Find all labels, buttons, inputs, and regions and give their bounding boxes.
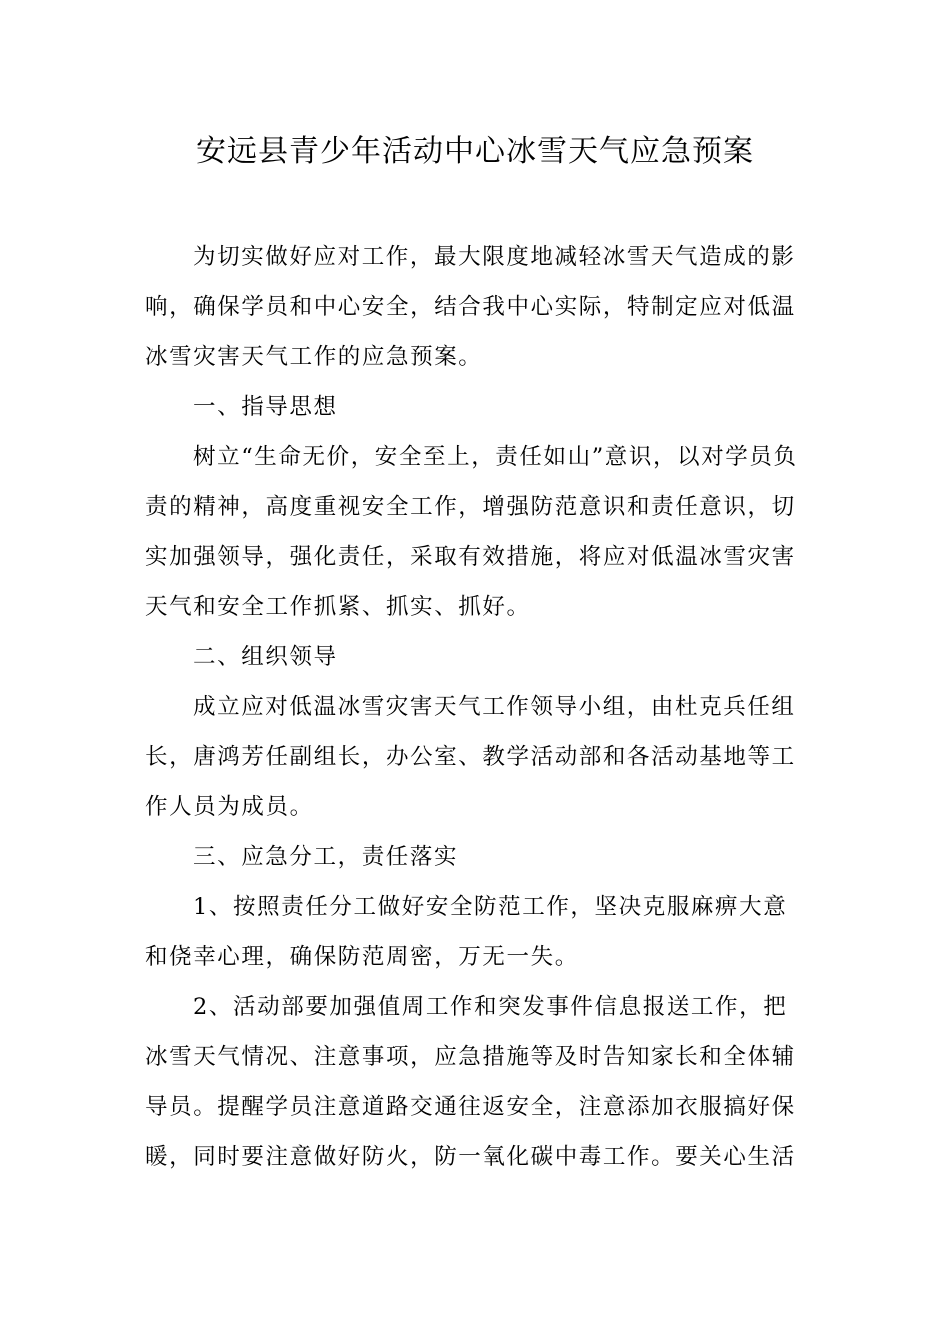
intro-paragraph: 为切实做好应对工作，最大限度地减轻冰雪天气造成的影响，确保学员和中心安全，结合我中心实际，特制定应对低温冰雪灾害天气工作的应急预案。 [145,244,796,370]
organization-paragraph: 成立应对低温冰雪灾害天气工作领导小组，由杜克兵任组长，唐鸿芳任副组长，办公室、教学活动部和各活动基地等工作人员为成员。 [145,694,796,820]
section-heading-guiding-ideology: 一、指导思想 [193,394,338,420]
responsibility-item-2: 2、活动部要加强值周工作和突发事件信息报送工作，把冰雪天气情况、注意事项，应急措施等及时告知家长和全体辅导员。提醒学员注意道路交通往返安全，注意添加衣服搞好保暖，同时要注意做好防火，防一氧化碳中毒工作。要关心生活 [145,994,796,1170]
section-heading-responsibilities: 三、应急分工，责任落实 [193,844,459,870]
document-body [145,232,805,1182]
section-heading-organization: 二、组织领导 [193,644,338,670]
document-title: 安远县青少年活动中心冰雪天气应急预案 [196,134,754,169]
responsibility-item-1: 1、按照责任分工做好安全防范工作，坚决克服麻痹大意和侥幸心理，确保防范周密，万无一失。 [145,894,788,970]
guiding-ideology-paragraph: 树立“生命无价，安全至上，责任如山”意识，以对学员负责的精神，高度重视安全工作，增强防范意识和责任意识，切实加强领导，强化责任，采取有效措施，将应对低温冰雪灾害天气和安全工作抓紧、抓实、抓好。 [145,444,798,620]
